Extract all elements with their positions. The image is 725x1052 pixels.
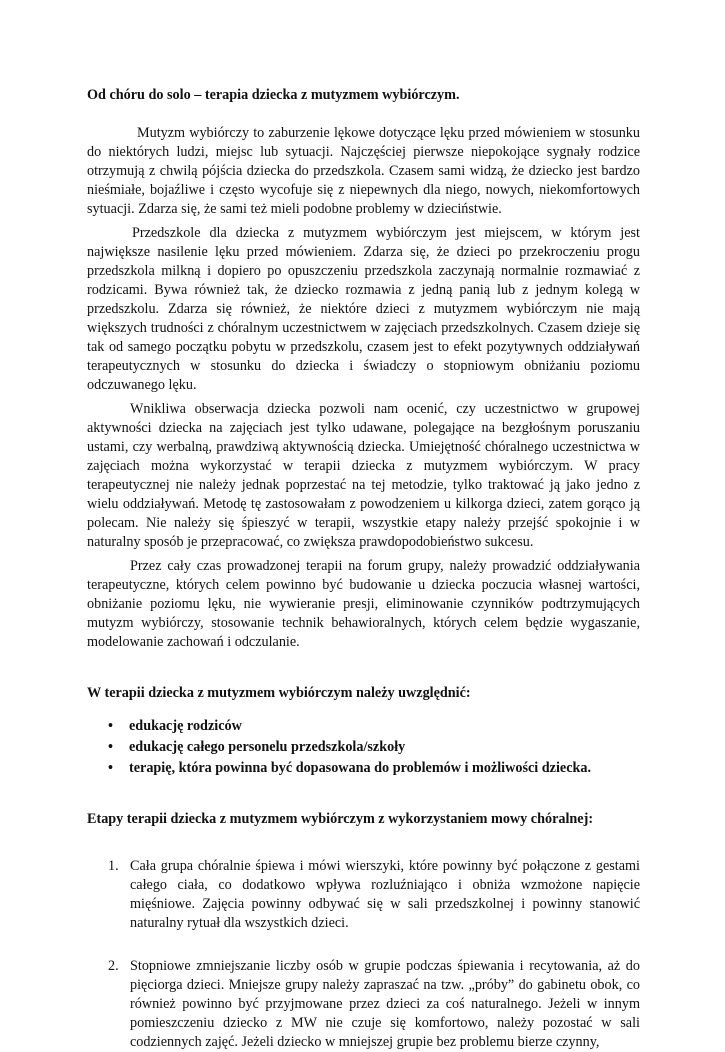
document-title: Od chóru do solo – terapia dziecka z mutyzmem wybiórczym. [87, 87, 460, 103]
step-text: Cała grupa chóralnie śpiewa i mówi wierszyki, które powinny być połączone z gestami całego ciała, co dodatkowo wpływa rozluźniająco i obniża wzmożone napięcie mięśniowe. Zajęcia powinny odbywać się w sali przedszkolnej i powinny stanowić naturalny rytuał dla wszystkich dzieci. [130, 858, 640, 931]
list-item-text: edukację całego personelu przedszkola/szkoły [129, 739, 406, 755]
paragraph-observation: Wnikliwa obserwacja dziecka pozwoli nam ocenić, czy uczestnictwo w grupowej aktywności dziecka na zajęciach jest tylko udawane, polegające na bezgłośnym poruszaniu ustami, czy werbalną, prawdziwą aktywnością dziecka. Umiejętność chóralnego uczestnictwa w zajęciach można wykorzystać w terapii dziecka z mutyzmem wybiórczym. W pracy terapeutycznej nie należy jednak poprzestać na tej metodzie, tylko traktować ją jako jedno z wielu oddziaływań. Metodę tę zastosowałam z powodzeniem u kilkorga dzieci, zatem gorąco ją polecam. Nie należy się śpieszyć w terapii, wszystkie etapy należy przejść spokojnie i w naturalny sposób je przepracować, co zwiększa prawdopodobieństwo sukcesu. [87, 401, 640, 550]
list-item [87, 737, 640, 758]
considerations-list [87, 716, 640, 779]
considerations-heading: W terapii dziecka z mutyzmem wybiórczym należy uwzględnić: [87, 685, 471, 701]
paragraph-therapy-forum: Przez cały czas prowadzonej terapii na forum grupy, należy prowadzić oddziaływania terapeutyczne, których celem powinno być budowanie u dziecka poczucia własnej wartości, obniżanie poziomu lęku, nie wywieranie presji, eliminowanie czynników podtrzymujących mutyzm wybiórczy, stosowanie technik behawioralnych, których celem będzie wygaszanie, modelowanie zachowań i odczulanie. [87, 558, 640, 650]
list-item [87, 957, 640, 1052]
list-item [87, 758, 640, 779]
stages-heading: Etapy terapii dziecka z mutyzmem wybiórczym z wykorzystaniem mowy chóralnej: [87, 811, 594, 827]
stages-list [87, 857, 640, 1052]
bullet-icon: • [108, 718, 113, 734]
list-item [87, 857, 640, 933]
bullet-icon: • [108, 739, 113, 755]
document-page [87, 86, 640, 1052]
step-number: 1. [108, 858, 119, 874]
bullet-icon: • [108, 760, 113, 776]
step-number: 2. [108, 958, 119, 974]
list-item [87, 716, 640, 737]
paragraph-intro: Mutyzm wybiórczy to zaburzenie lękowe dotyczące lęku przed mówieniem w stosunku do niektórych ludzi, miejsc lub sytuacji. Najczęściej pierwsze niepokojące sygnały rodzice otrzymują z chwilą pójścia dziecka do przedszkola. Czasem sami widzą, że dziecko jest bardzo nieśmiałe, bojaźliwe i często wycofuje się z niepewnych dla niego, nowych, niekomfortowych sytuacji. Zdarza się, że sami też mieli podobne problemy w dzieciństwie. [87, 125, 640, 217]
step-text: Stopniowe zmniejszanie liczby osób w grupie podczas śpiewania i recytowania, aż do pięciorga dzieci. Mniejsze grupy należy zapraszać na tzw. „próby” do gabinetu obok, co również powinno być przyjmowane przez dzieci za coś naturalnego. Jeżeli w innym pomieszczeniu dziecko z MW nie czuje się komfortowo, należy pozostać w sali codziennych zajęć. Jeżeli dziecko w mniejszej grupie bez problemu bierze czynny, [130, 958, 640, 1050]
list-item-text: terapię, która powinna być dopasowana do problemów i możliwości dziecka. [129, 760, 592, 776]
paragraph-preschool: Przedszkole dla dziecka z mutyzmem wybiórczym jest miejscem, w którym jest największe nasilenie lęku przed mówieniem. Zdarza się, że dzieci po przekroczeniu progu przedszkola milkną i dopiero po opuszczeniu przedszkola zaczynają normalnie rozmawiać z rodzicami. Bywa również tak, że dziecko rozmawia z jedną panią lub z jednym kolegą w przedszkolu. Zdarza się również, że niektóre dzieci z mutyzmem wybiórczym nie mają większych trudności z chóralnym uczestnictwem w zajęciach przedszkolnych. Czasem dzieje się tak od samego początku pobytu w przedszkolu, czasem jest to efekt pozytywnych oddziaływań terapeutycznych w stosunku do dziecka i świadczy o stopniowym obniżaniu poziomu odczuwanego lęku. [87, 225, 640, 393]
list-item-text: edukację rodziców [129, 718, 242, 734]
